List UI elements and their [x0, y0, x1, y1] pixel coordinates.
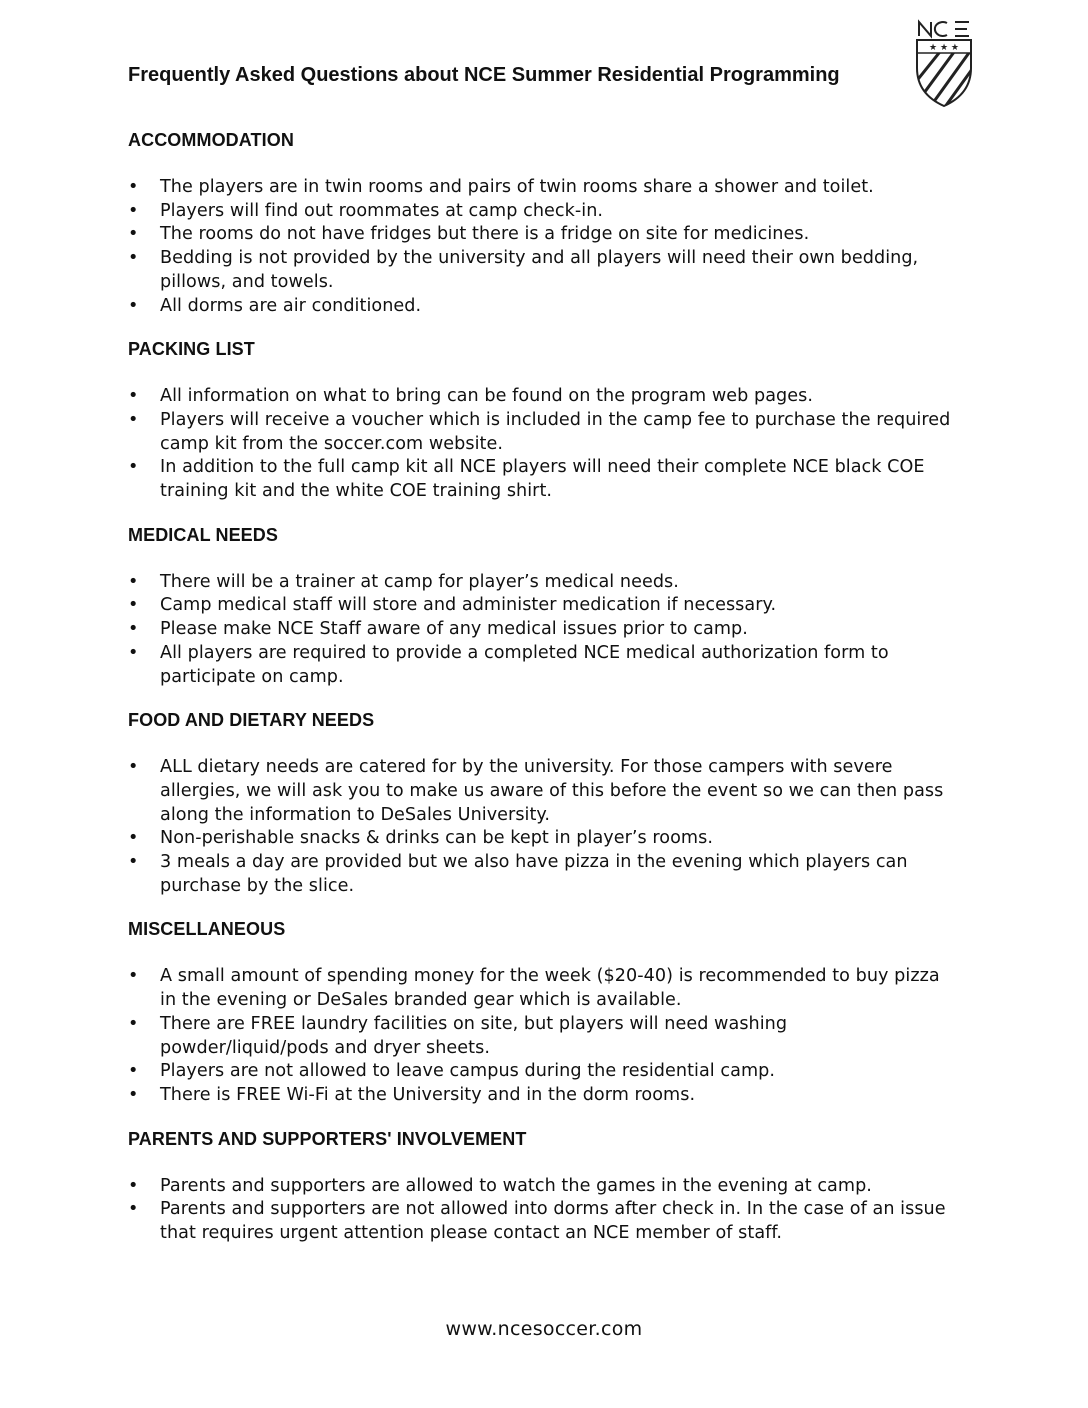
list-item-text: A small amount of spending money for the week ($20-40) is recommended to buy pizza in the evening or DeSales branded gear which is available. [160, 966, 940, 1011]
bullet-icon: • [128, 457, 139, 478]
list-item-text: Camp medical staff will store and administer medication if necessary. [160, 595, 777, 616]
nce-crest-logo [913, 18, 975, 110]
bullet-icon: • [128, 1013, 139, 1034]
bullet-icon: • [128, 1199, 139, 1220]
list-item [128, 223, 958, 247]
section-heading: ACCOMMODATION [128, 130, 294, 150]
list-item [128, 295, 958, 319]
bullet-list [128, 385, 958, 504]
list-item-text: Non-perishable snacks & drinks can be kept in player’s rooms. [160, 828, 713, 849]
bullet-icon: • [128, 619, 139, 640]
footer-url: www.ncesoccer.com [445, 1318, 643, 1340]
bullet-list [128, 1175, 958, 1246]
faq-section [128, 336, 958, 504]
bullet-icon: • [128, 828, 139, 849]
list-item [128, 1084, 958, 1108]
list-item [128, 618, 958, 642]
bullet-icon: • [128, 248, 139, 269]
list-item-text: There will be a trainer at camp for player’s medical needs. [160, 571, 679, 592]
bullet-list [128, 176, 958, 318]
bullet-icon: • [128, 1061, 139, 1082]
list-item [128, 594, 958, 618]
bullet-list [128, 571, 958, 690]
bullet-icon: • [128, 177, 139, 197]
list-item-text: Players are not allowed to leave campus during the residential camp. [160, 1061, 775, 1082]
list-item [128, 756, 958, 827]
list-item-text: ALL dietary needs are catered for by the university. For those campers with severe allergies, we will ask you to make us aware of this before the event so we can then pass along the information to DeSales University. [160, 757, 944, 825]
list-item-text: Players will find out roommates at camp check-in. [160, 200, 604, 221]
list-item [128, 1198, 958, 1245]
section-heading: PARENTS AND SUPPORTERS' INVOLVEMENT [128, 1128, 527, 1149]
list-item [128, 851, 958, 898]
list-item [128, 642, 958, 689]
list-item [128, 965, 958, 1012]
list-item-text: Please make NCE Staff aware of any medical issues prior to camp. [160, 619, 748, 640]
bullet-icon: • [128, 295, 139, 316]
list-item-text: 3 meals a day are provided but we also have pizza in the evening which players can purchase by the slice. [160, 852, 908, 896]
bullet-icon: • [128, 386, 139, 407]
list-item [128, 385, 958, 409]
list-item-text: All dorms are air conditioned. [160, 295, 422, 316]
bullet-icon: • [128, 224, 139, 245]
list-item-text: All players are required to provide a completed NCE medical authorization form to participate on camp. [160, 642, 889, 687]
list-item [128, 1013, 958, 1060]
bullet-icon: • [128, 1175, 139, 1196]
list-item [128, 571, 958, 595]
bullet-icon: • [128, 852, 139, 873]
section-heading: PACKING LIST [128, 339, 255, 360]
list-item [128, 1175, 958, 1199]
list-item-text: The rooms do not have fridges but there is a fridge on site for medicines. [160, 224, 810, 245]
list-item-text: There are FREE laundry facilities on site, but players will need washing powder/liquid/pods and dryer sheets. [160, 1013, 788, 1058]
bullet-icon: • [128, 200, 139, 221]
faq-content [128, 127, 958, 1264]
list-item-text: Players will receive a voucher which is included in the camp fee to purchase the required camp kit from the soccer.com website. [160, 409, 951, 454]
page-title: Frequently Asked Questions about NCE Summer Residential Programming [128, 64, 840, 86]
list-item [128, 456, 958, 503]
list-item [128, 1060, 958, 1084]
bullet-icon: • [128, 1084, 139, 1105]
bullet-icon: • [128, 571, 139, 592]
bullet-icon: • [128, 409, 139, 430]
list-item-text: Parents and supporters are allowed to watch the games in the evening at camp. [160, 1175, 872, 1196]
faq-section [128, 1126, 958, 1246]
faq-section [128, 707, 958, 898]
bullet-list [128, 965, 958, 1107]
faq-section [128, 127, 958, 318]
list-item [128, 247, 958, 294]
list-item-text: In addition to the full camp kit all NCE players will need their complete NCE black COE training kit and the white COE training shirt. [160, 457, 925, 502]
section-heading: FOOD AND DIETARY NEEDS [128, 710, 375, 731]
list-item-text: All information on what to bring can be found on the program web pages. [160, 386, 814, 407]
list-item-text: Bedding is not provided by the university and all players will need their own bedding, pillows, and towels. [160, 248, 919, 292]
list-item [128, 827, 958, 851]
section-heading: MEDICAL NEEDS [128, 524, 278, 545]
bullet-list [128, 756, 958, 898]
section-heading: MISCELLANEOUS [128, 919, 286, 940]
list-item [128, 176, 958, 200]
list-item-text: There is FREE Wi-Fi at the University and in the dorm rooms. [160, 1084, 696, 1105]
list-item [128, 200, 958, 224]
list-item-text: Parents and supporters are not allowed into dorms after check in. In the case of an issue that requires urgent attention please contact an NCE member of staff. [160, 1199, 946, 1244]
bullet-icon: • [128, 966, 139, 987]
list-item-text: The players are in twin rooms and pairs of twin rooms share a shower and toilet. [160, 177, 874, 197]
bullet-icon: • [128, 642, 139, 663]
list-item [128, 409, 958, 456]
faq-section [128, 522, 958, 690]
bullet-icon: • [128, 757, 139, 778]
bullet-icon: • [128, 595, 139, 616]
svg-text:★ ★ ★: ★ ★ ★ [929, 43, 959, 53]
faq-section [128, 916, 958, 1107]
